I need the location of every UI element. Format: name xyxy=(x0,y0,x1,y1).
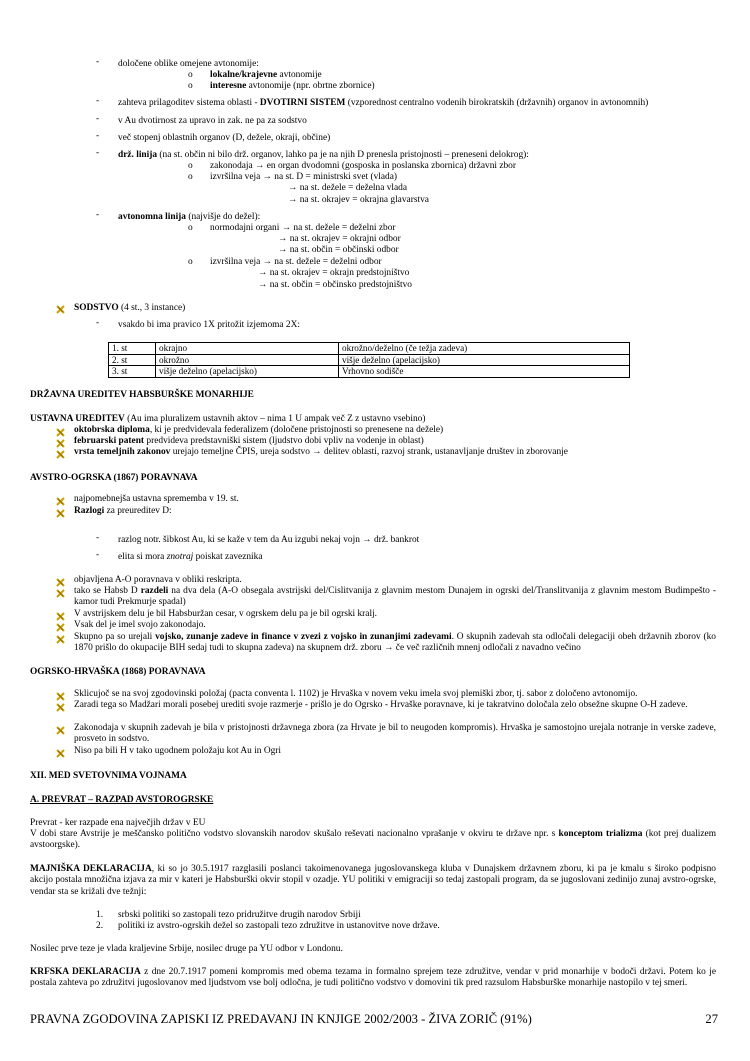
footer-text: PRAVNA ZGODOVINA ZAPISKI IZ PREDAVANJ IN KNJIGE 2002/2003 - ŽIVA ZORIČ (91%) xyxy=(30,1012,532,1026)
ustavna-ureditev: USTAVNA UREDITEV (Au ima pluralizem ustavnih aktov – nima 1 U ampak več Z z ustavno vsebino) xyxy=(30,414,426,424)
list-number: 2. xyxy=(96,921,104,931)
sodstvo-note: vsakdo bi ima pravico 1X pritožit izjemoma 2X: xyxy=(118,320,300,330)
avtonomija-sub2: interesne avtonomije (npr. obrtne zbornice) xyxy=(210,81,375,91)
avstro-bullet-7: Skupno pa so urejali vojsko, zunanje zadeve in finance v zvezi z vojsko in zunanjimi zadevami. O skupnih zadevah sta odločali delegaciji obeh državnih zborov (ko 1870 prišlo do okupacije BIH sedaj tudi to skupna zadeva) na skupnem drž. zboru → če več različnih mnenj odločali z navadno večino xyxy=(74,632,716,654)
table-cell: 2. st xyxy=(109,354,156,366)
drz-zakonodaja: zakonodaja → en organ dvodomni (gosposka in poslanska zbornica) državni zbor xyxy=(210,161,516,171)
circle-marker: o xyxy=(188,257,193,267)
table-cell: 3. st xyxy=(109,366,156,378)
ureditev-bullet-3: vrsta temeljnih zakonov urejajo temeljne ČPIS, ureja sodstvo → delitev oblasti, razvoj strank, ustanavljanje društev in zborovanje xyxy=(74,447,568,457)
table-row xyxy=(109,354,630,366)
dash-marker: - xyxy=(96,148,100,158)
ogrsko-heading: OGRSKO-HRVAŠKA (1868) PORAVNAVA xyxy=(30,667,206,677)
table-row xyxy=(109,343,630,355)
circle-marker: o xyxy=(188,223,193,233)
bullet-icon xyxy=(56,623,64,631)
ogrsko-bullet-1: Sklicujoč se na svoj zgodovinski položaj (pacta conventa l. 1102) je Hrvaška v novem veku imela svoj plemiški zbor, tj. sabor z določeno avtonomijo. xyxy=(74,689,638,699)
xii-list-2: politiki iz avstro-ogrskih dežel so zastopali tezo združitve in ustanovitve nove države. xyxy=(118,921,440,931)
bullet-icon xyxy=(56,439,64,447)
bullet-icon xyxy=(56,450,64,458)
dash-marker: - xyxy=(96,57,100,67)
avt-izvrsilna: izvršilna veja → na st. dežele = deželni odbor xyxy=(210,257,382,267)
bullet-icon xyxy=(56,509,64,517)
ogrsko-bullet-4: Niso pa bili H v tako ugodnem položaju kot Au in Ogri xyxy=(74,746,282,756)
table-cell: Vrhovno sodišče xyxy=(339,366,630,378)
bullet-icon xyxy=(56,578,64,586)
bullet-icon xyxy=(56,692,64,700)
xii-p1a: Prevrat - ker razpade ena največjih držav v EU xyxy=(30,818,206,828)
bullet-icon xyxy=(56,612,64,620)
xii-krfska: KRFSKA DEKLARACIJA z dne 20.7.1917 pomeni kompromis med obema tezama in formalno sprejem teze združitve, vendar v prid monarhije v bodoči državi. Potem ko je postala zahteva po združitvi jugoslovanov med ljudstvom vse bolj odločna, je tudi politično vodstvo v domovini tik pred razsulom Habsburške monarhije nastopilo v tej smeri. xyxy=(30,967,717,989)
circle-marker: o xyxy=(188,70,193,80)
dash-marker: - xyxy=(96,318,100,328)
bullet-icon xyxy=(56,589,64,597)
ureditev-bullet-2: februarski patent predvideva predstavniški sistem (ljudstvo dobi vpliv na vodenje in oblast) xyxy=(74,436,424,446)
ureditev-heading: DRŽAVNA UREDITEV HABSBURŠKE MONARHIJE xyxy=(30,390,254,400)
table-cell: okrožno/deželno (če težja zadeva) xyxy=(339,343,630,355)
bullet-icon xyxy=(56,305,64,313)
table-row xyxy=(109,366,630,378)
circle-marker: o xyxy=(188,172,193,182)
xii-p1b: V dobi stare Avstrije je meščansko politično vodstvo slovanskih narodov skušalo reševati nacionalno vprašanje v okviru te države npr. s konceptom trializma (kot prej dualizem avstoorgske). xyxy=(30,829,716,851)
drz-izvrsilna-3: → na st. okrajev = okrajna glavarstva xyxy=(288,195,429,205)
avstro-heading: AVSTRO-OGRSKA (1867) PORAVNAVA xyxy=(30,473,198,483)
bullet-icon xyxy=(56,703,64,711)
drz-linija: drž. linija (na st. občin ni bilo drž. organov, lahko pa je na njih D prenesla pristojnosti – preneseni delokrog): xyxy=(118,150,529,160)
dash-marker: - xyxy=(96,550,100,560)
dash-marker: - xyxy=(96,131,100,141)
avstro-bullet-6: Vsak del je imel svojo zakonodajo. xyxy=(74,620,206,630)
xii-majniska: MAJNIŠKA DEKLARACIJA, ki so jo 30.5.1917 razglasili poslanci takoimenovanega jugoslovanskega kluba v Dunajskem državnem zboru, ki pa je kmalu s široko podpisno akcijo postala množična izjava za mir v kateri je Habsburški okvir stopil v ozadje. YU politiki v emigraciji so tedaj zastopali program, da se jugoslovani zedinijo zunaj avstro-ogrske, vendar sta se križali dve težnji: xyxy=(30,864,716,897)
avstro-bullet-3: objavljena A-O poravnava v obliki reskripta. xyxy=(74,575,242,585)
avt-normodajni-2: → na st. okrajev = okrajni odbor xyxy=(278,234,401,244)
avt-izvrsilna-3: → na st. občin = občinsko predstojništvo xyxy=(258,280,412,290)
dvotirni-line: zahteva prilagoditev sistema oblasti - DVOTIRNI SISTEM (vzporednost centralno vodenih birokratskih (državnih) organov in avtonomnih) xyxy=(118,98,649,108)
drz-izvrsilna: izvršilna veja → na st. D = ministrski svet (vlada) xyxy=(210,172,398,182)
avstro-bullet-2: Razlogi za preureditev D: xyxy=(74,506,172,516)
dvotirnost-line: v Au dvotirnost za upravo in zak. ne pa za sodstvo xyxy=(118,116,307,126)
avtonomija-intro: določene oblike omejene avtonomije: xyxy=(118,59,259,69)
dash-marker: - xyxy=(96,210,100,220)
table-cell: višje deželno (apelacijsko) xyxy=(339,354,630,366)
avstro-bullet-1: najpomebnejša ustavna sprememba v 19. st. xyxy=(74,494,239,504)
ogrsko-bullet-3: Zakonodaja v skupnih zadevah je bila v pristojnosti državnega zbora (za Hrvate je bil to neugoden kompromis). Hrvaška je samostojno urejala notranje in verske zadeve, prosveto in sodstvo. xyxy=(74,723,716,745)
xii-list-1: srbski politiki so zastopali tezo pridružitve drugih narodov Srbiji xyxy=(118,910,361,920)
dash-marker: - xyxy=(96,533,100,543)
avstro-dash-1: razlog notr. šibkost Au, ki se kaže v tem da Au izgubi nekaj vojn → drž. bankrot xyxy=(118,535,420,545)
bullet-icon xyxy=(56,497,64,505)
xii-heading: XII. MED SVETOVNIMA VOJNAMA xyxy=(30,771,187,781)
avstro-bullet-4: tako se Habsb D razdeli na dva dela (A-O obsegala avstrijski del/Cislitvanija z glavnim mestom Dunajem in ogrski del/Translitvanija z glavnim mestom Budimpešto - kamor tudi Prekmurje spadal) xyxy=(74,586,716,608)
avt-linija: avtonomna linija (najvišje do dežel): xyxy=(118,212,261,222)
ureditev-bullet-1: oktobrska diploma, ki je predvidevala federalizem (določene pristojnosti so prenesene na dežele) xyxy=(74,425,444,435)
ogrsko-bullet-2: Zaradi tega so Madžari morali posebej urediti svoje razmerje - prišlo je do Ogrsko - Hrvaške poravnave, ki je takratvino določala zelo obsežne skupne O-H zadeve. xyxy=(74,700,688,710)
table-cell: okrožno xyxy=(156,354,339,366)
bullet-icon xyxy=(56,635,64,643)
circle-marker: o xyxy=(188,81,193,91)
avt-normodajni: normodajni organi → na st. dežele = deželni zbor xyxy=(210,223,396,233)
drz-izvrsilna-2: → na st. dežele = deželna vlada xyxy=(288,183,408,193)
circle-marker: o xyxy=(188,161,193,171)
bullet-icon xyxy=(56,726,64,734)
avt-normodajni-3: → na st. občin = občinski odbor xyxy=(278,245,399,255)
avt-izvrsilna-2: → na st. okrajev = okrajn predstojništvo xyxy=(258,268,410,278)
page-number: 27 xyxy=(705,1012,718,1026)
avstro-dash-2: elita si mora znotraj poiskat zaveznika xyxy=(118,552,263,562)
xii-subheading: A. PREVRAT – RAZPAD AVSTOROGRSKE xyxy=(30,795,214,805)
list-number: 1. xyxy=(96,910,104,920)
bullet-icon xyxy=(56,428,64,436)
sodstvo-table xyxy=(108,342,630,378)
stopnje-line: več stopenj oblastnih organov (D, dežele, okraji, občine) xyxy=(118,133,331,143)
table-cell: višje deželno (apelacijsko) xyxy=(156,366,339,378)
bullet-icon xyxy=(56,749,64,757)
page-footer xyxy=(30,1014,718,1025)
xii-p3: Nosilec prve teze je vlada kraljevine Srbije, nosilec druge pa YU odbor v Londonu. xyxy=(30,944,343,954)
avtonomija-sub1: lokalne/krajevne avtonomije xyxy=(210,70,322,80)
avstro-bullet-5: V avstrijskem delu je bil Habsburžan cesar, v ogrskem delu pa je bil ogrski kralj. xyxy=(74,609,378,619)
table-cell: okrajno xyxy=(156,343,339,355)
table-cell: 1. st xyxy=(109,343,156,355)
dash-marker: - xyxy=(96,96,100,106)
sodstvo-title: SODSTVO (4 st., 3 instance) xyxy=(74,303,186,313)
dash-marker: - xyxy=(96,114,100,124)
